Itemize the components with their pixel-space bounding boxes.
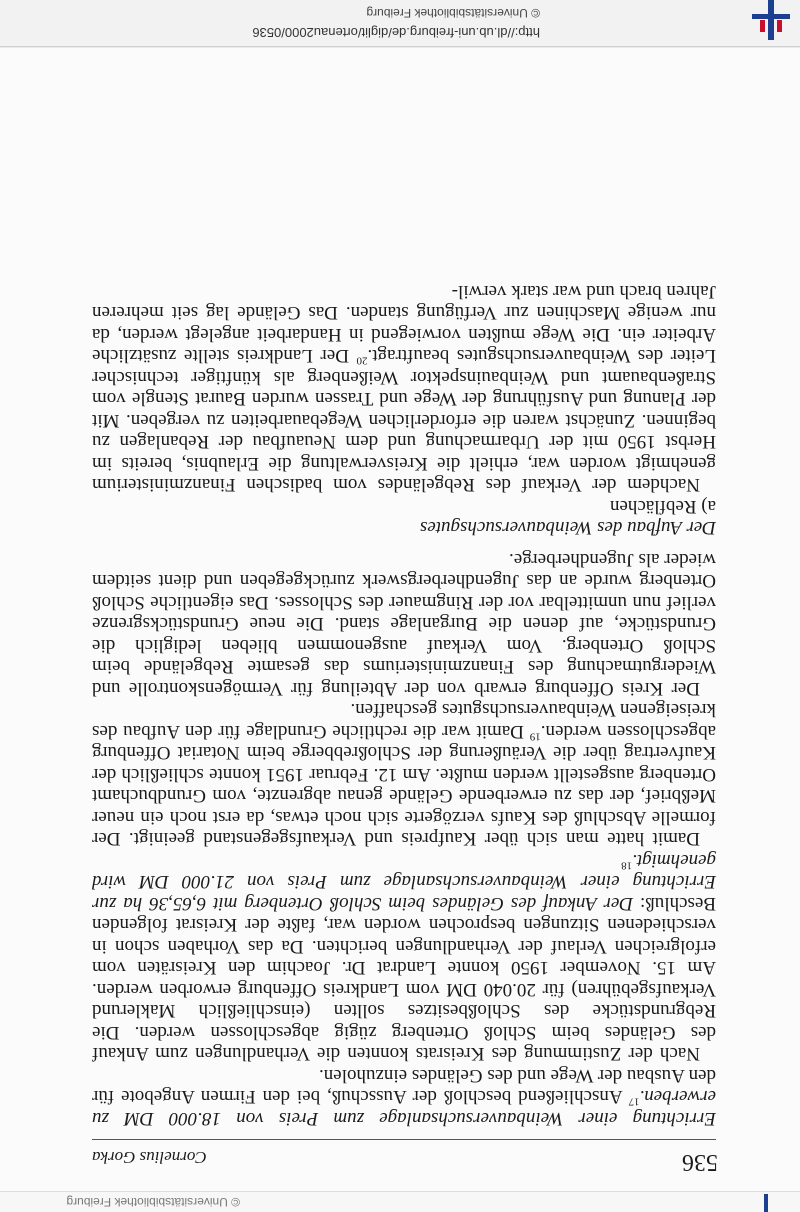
paragraph-2 <box>92 850 716 1065</box>
copyright-label: © Universitätsbibliothek Freiburg <box>366 6 540 20</box>
section-title: Der Aufbau des Weinbauversuchsgutes <box>419 517 716 539</box>
subsection-title: a) Rebflächen <box>609 496 716 517</box>
paragraph-2-resolution: Der Ankauf des Geländes beim Schloß Ortenberg mit 6,65,36 ha zur Errichtung einer Weinbauversuchsanlage zum Preis von 21.000 DM wird genehmigt. <box>92 850 716 914</box>
page-text <box>92 281 716 1173</box>
paragraph-3 <box>92 699 716 850</box>
paragraph-5 <box>92 281 716 496</box>
paragraph-3-text: Damit hatte man sich über Kaufpreis und Verkaufsgegenstand geeinigt. Der formelle Abschluß des Kaufs verzögerte sich noch etwas, da erst noch ein neuer Meßbrief, der das zu erwerbende Gelände genau abgrenzte, vom Grundbuchamt Ortenberg ausgestellt werden mußte. Am 12. Februar 1951 konnte schließlich der Kaufvertrag über die Veräußerung der Schloßrebberge beim Notariat Offenburg abgeschlossen werden. <box>92 721 716 850</box>
footnote-ref-20: 20 <box>356 354 368 367</box>
paragraph-3-text-end: Damit war die rechtliche Grundlage für den Aufbau des kreiseigenen Weinbauversuchsgutes geschaffen. <box>91 699 716 742</box>
paragraph-1-text: Anschließend beschloß der Ausschuß, bei den Firmen Angebote für den Ausbau der Wege und des Geländes einzuholen. <box>92 1065 716 1108</box>
paragraph-5-text-end: Der Landkreis stellte zusätzliche Arbeiter ein. Die Wege mußten vorwiegend in Handarbeit angelegt werden, da nur wenige Maschinen zur Verfügung standen. Das Gelände lag seit mehreren Jahren brach und war stark verwil- <box>92 281 716 367</box>
paragraph-2-text: Nach der Zustimmung des Kreisrats konnten die Verhandlungen zum Ankauf des Geländes beim Schloß Ortenberg zügig abgeschlossen werden. Die Rebgrundstücke des Schloßbesitzes sollten (einschließlich Maklerund Verkaufsgebühren) für 20.040 DM vom Landkreis Offenburg erworben werden. Am 15. November 1950 konnte Landrat Dr. Joachim den Kreisräten vom erfolgreichen Verlauf der Verhandlungen berichten. Da das Vorhaben schon in verschiedenen Sitzungen besprochen worden war, faßte der Kreisrat folgenden Beschluß: <box>92 893 716 1065</box>
footnote-ref-19: 19 <box>529 730 541 743</box>
paragraph-5-text: Nachdem der Verkauf des Rebgeländes vom badischen Finanzministerium genehmigt worden war, erhielt die Kreisverwaltung die Erlaubnis, bereits im Herbst 1950 mit der Urbarmachung und dem Neuaufbau der Rebanlagen zu beginnen. Zunächst waren die erforderlichen Wegebauarbeiten zu vergeben. Mit der Planung und Ausführung der Wege und Trassen wurden Baurat Stengle vom Straßenbauamt und Weinbauinspektor Weißenberg als künftiger technischer Leiter des Weinbauversuchsgutes beauftragt. <box>92 345 716 496</box>
paragraph-1 <box>92 1065 716 1130</box>
university-logo-icon <box>748 0 794 46</box>
paragraph-4: Der Kreis Offenburg erwarb von der Abteilung für Vermögenskontrolle und Wiedergutmachung des Finanzministeriums das gesamte Rebgelände beim Schloß Ortenberg. Vom Verkauf ausgenommen blieben lediglich die Grundstücke, auf denen die Burganlage stand. Die neue Grundstücksgrenze verlief nun unmittelbar vor der Ringmauer des Schlosses. Das eigentliche Schloß Ortenberg wurde an das Jugendherbergswerk zurückgegeben und dient seitdem wieder als Jugendherberge. <box>92 549 716 699</box>
scanned-page <box>0 48 800 1192</box>
bottom-logo-icon <box>756 1194 776 1212</box>
browser-bar <box>0 0 800 47</box>
page-number: 536 <box>682 1149 718 1175</box>
bottom-strip-text <box>0 1192 800 1212</box>
bottom-copyright-label: © Universitätsbibliothek Freiburg <box>66 1195 240 1209</box>
running-head-author: Cornelius Gorka <box>92 1148 207 1167</box>
footnote-ref-18: 18 <box>621 859 633 872</box>
header-rule <box>92 1139 716 1140</box>
page-header <box>92 1146 718 1175</box>
page-content-rotated <box>0 48 800 1192</box>
page-url[interactable]: http://dl.ub.uni-freiburg.de/diglit/ortenau2000/0536 <box>252 25 540 40</box>
paragraph-1-italic: Errichtung einer Weinbauversuchsanlage zum Preis von 18.000 DM zu erwerben. <box>92 1086 716 1129</box>
bottom-strip <box>0 1191 800 1212</box>
browser-bar-text <box>0 0 800 46</box>
footnote-ref-17: 17 <box>628 1095 640 1108</box>
